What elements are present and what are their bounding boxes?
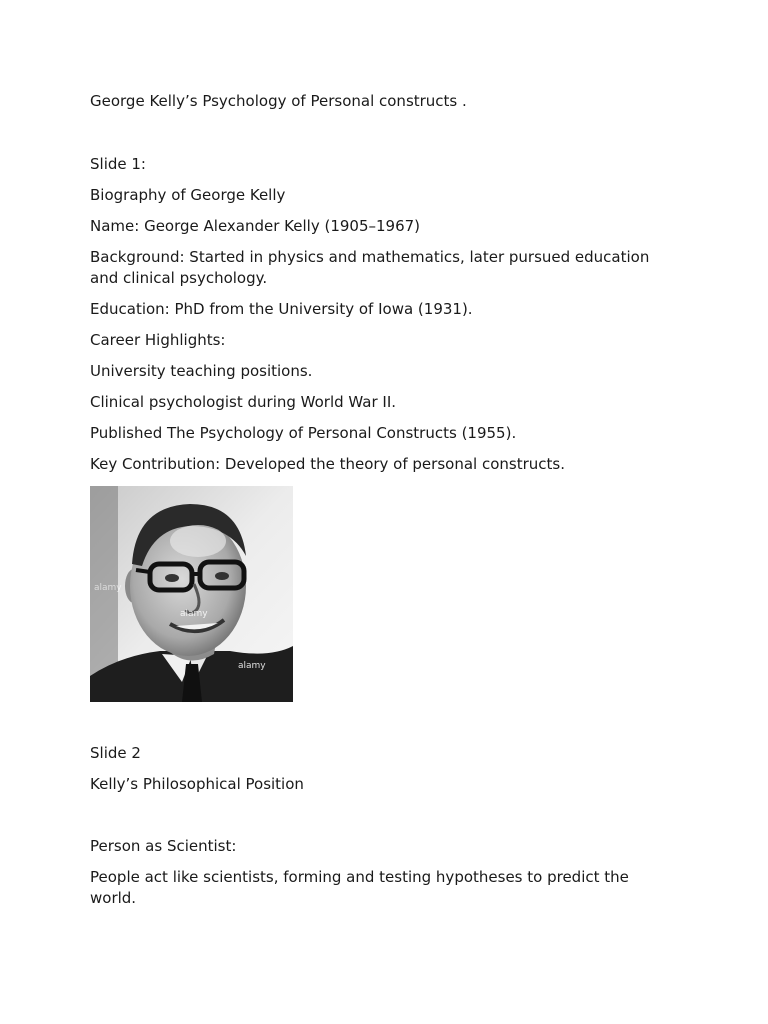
slide2-section-text: People act like scientists, forming and testing hypotheses to predict the world. [90,868,629,907]
slide2-heading: Slide 2 [90,744,141,762]
slide1-name: Name: George Alexander Kelly (1905–1967) [90,217,421,235]
career-item: University teaching positions. [90,362,313,380]
watermark-text: alamy [238,661,266,671]
slide1-career-heading: Career Highlights: [90,331,226,349]
slide1-subtitle: Biography of George Kelly [90,186,286,204]
career-item: Published The Psychology of Personal Constructs (1955). [90,424,517,442]
george-kelly-portrait [90,486,293,702]
document-page [90,91,670,909]
document-title: George Kelly’s Psychology of Personal constructs . [90,92,467,110]
slide1-background: Background: Started in physics and mathematics, later pursued education and clinical psychology. [90,248,650,287]
slide1-education: Education: PhD from the University of Iowa (1931). [90,300,473,318]
slide2-section-heading: Person as Scientist: [90,837,237,855]
slide1-key-contribution: Key Contribution: Developed the theory of personal constructs. [90,455,565,473]
career-item: Clinical psychologist during World War II. [90,393,397,411]
slide1-heading: Slide 1: [90,155,146,173]
slide2-subtitle: Kelly’s Philosophical Position [90,775,304,793]
watermark-text: alamy [94,583,122,593]
watermark-text: alamy [180,609,208,619]
